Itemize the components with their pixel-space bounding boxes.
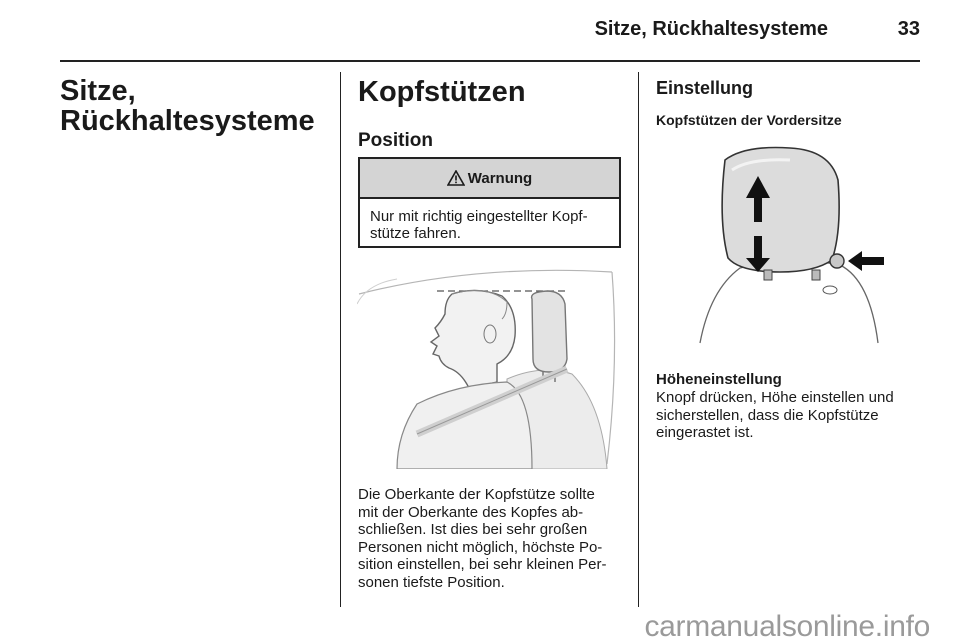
warning-text-line: Nur mit richtig eingestellter Kopf-	[370, 208, 588, 225]
body-line: sition einstellen, bei sehr kleinen Per-	[358, 556, 607, 573]
warning-triangle-icon	[447, 170, 465, 186]
section-title: Kopfstützen	[358, 76, 526, 108]
body-line: Knopf drücken, Höhe einstellen und	[656, 389, 894, 406]
body-line: sonen tiefste Position.	[358, 573, 505, 591]
position-body-text	[358, 486, 606, 591]
warning-box	[358, 157, 621, 248]
running-header-title: Sitze, Rückhaltesysteme	[594, 18, 828, 40]
position-subtitle: Position	[358, 130, 433, 151]
chapter-title-line: Sitze,	[60, 75, 136, 107]
body-line: Die Oberkante der Kopfstütze sollte	[358, 486, 595, 503]
front-headrest-illustration	[690, 140, 890, 345]
body-line: mit der Oberkante des Kopfes ab-	[358, 503, 584, 521]
height-adjustment-title: Höheneinstellung	[656, 371, 782, 388]
body-line: Personen nicht möglich, höchste Po-	[358, 538, 603, 556]
chapter-title	[60, 76, 315, 136]
headrest-position-illustration	[357, 264, 622, 469]
front-headrests-subtitle: Kopfstützen der Vordersitze	[656, 112, 842, 128]
warning-heading: Warnung	[467, 169, 533, 187]
watermark: carmanualsonline.info	[644, 610, 930, 643]
body-line: sicherstellen, dass die Kopfstütze	[656, 406, 879, 424]
page-number: 33	[897, 18, 920, 40]
warning-text	[360, 199, 619, 242]
chapter-title-line: Rückhaltesysteme	[60, 105, 315, 137]
column-divider-left	[340, 72, 341, 607]
body-line: eingerastet ist.	[656, 424, 754, 441]
height-adjustment-text	[656, 389, 894, 442]
adjustment-title: Einstellung	[656, 78, 754, 98]
warning-text-line: stütze fahren.	[370, 225, 461, 242]
header-rule	[60, 60, 920, 62]
body-line: schließen. Ist dies bei sehr großen	[358, 521, 588, 538]
warning-header	[360, 159, 619, 199]
column-divider-right	[638, 72, 639, 607]
